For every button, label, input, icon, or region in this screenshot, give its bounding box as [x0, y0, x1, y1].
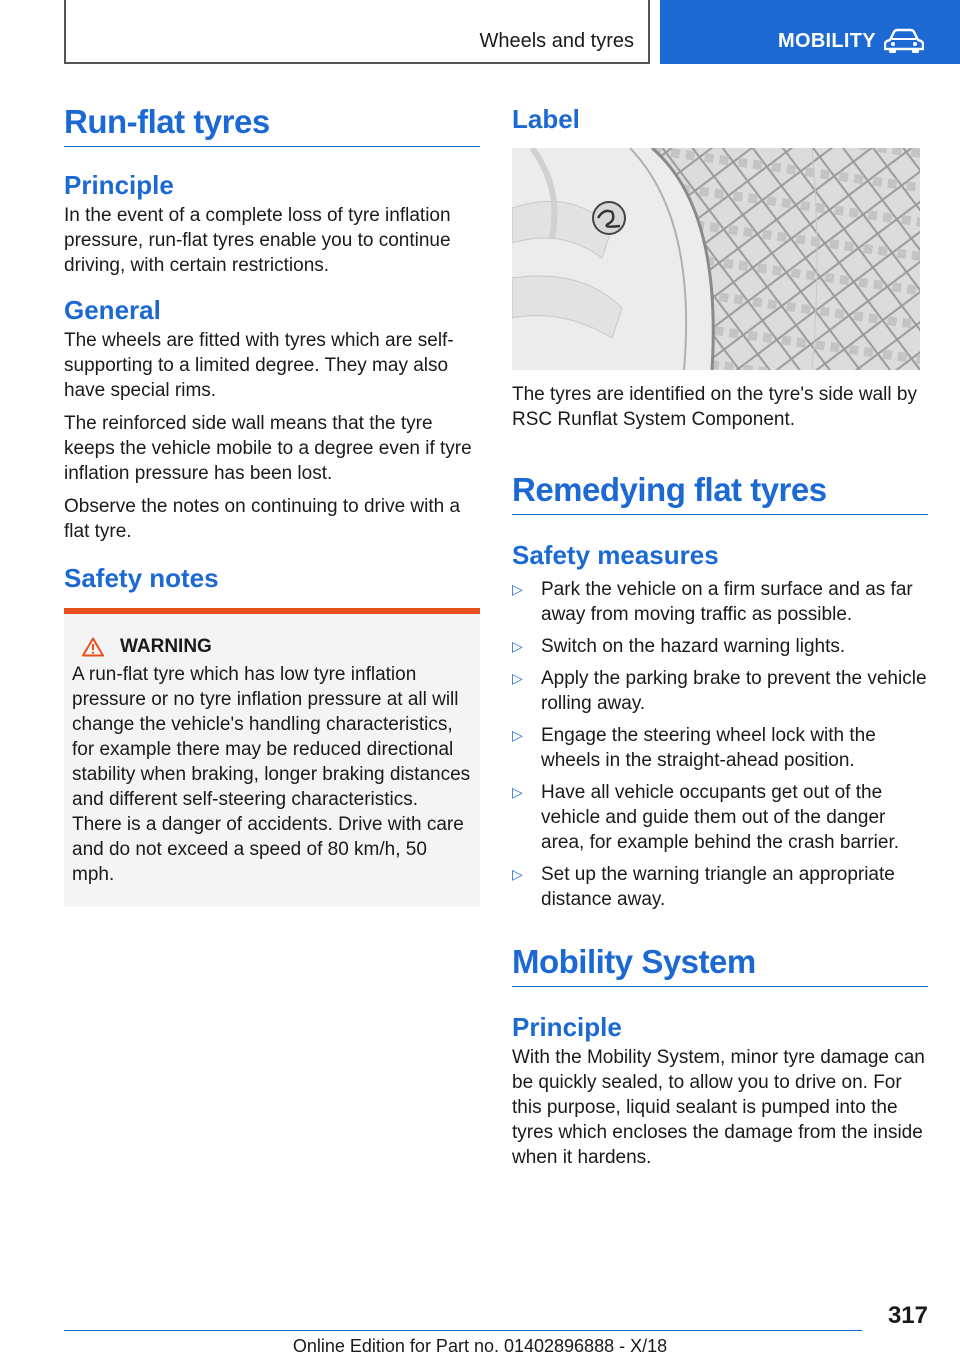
- mobility-principle-heading: Principle: [512, 1012, 622, 1042]
- header-mobility-tab[interactable]: [660, 0, 960, 64]
- list-item: ▷ Have all vehicle occupants get out of the vehicle and guide them out of the danger area, for example behind the crash barrier.: [512, 782, 900, 853]
- bullet-triangle-icon: ▷: [512, 638, 523, 654]
- label-heading: Label: [512, 104, 580, 134]
- list-item: ▷ Apply the parking brake to prevent the vehicle rolling away.: [512, 668, 927, 714]
- footer-edition: Online Edition for Part no. 01402896888 - X/18: [292, 1336, 668, 1356]
- bullet-triangle-icon: ▷: [512, 581, 523, 597]
- principle-text: In the event of a complete loss of tyre inflation pressure, run-flat tyres enable you to continue driving, with certain restrictions.: [64, 205, 451, 276]
- general-heading: General: [64, 295, 161, 325]
- tyre-sidewall-image: [512, 148, 920, 370]
- mobility-principle-text: With the Mobility System, minor tyre damage can be quickly sealed, to allow you to drive on. For this purpose, liquid sealant is pumped into the tyres which encloses the damage from the inside when it hardens.: [512, 1047, 925, 1168]
- bullet-triangle-icon: ▷: [512, 784, 523, 800]
- principle-heading: Principle: [64, 170, 174, 200]
- list-item: ▷ Engage the steering wheel lock with the wheels in the straight-ahead position.: [512, 725, 876, 771]
- header-tab-label: MOBILITY: [778, 30, 876, 52]
- safety-measures-heading: Safety measures: [512, 540, 719, 570]
- mobility-system-title: Mobility System: [512, 940, 928, 987]
- safety-notes-heading: Safety notes: [64, 563, 219, 593]
- list-item: ▷ Switch on the hazard warning lights.: [512, 636, 846, 657]
- bullet-triangle-icon: ▷: [512, 670, 523, 686]
- right-column: [512, 100, 928, 1170]
- general-paragraph-2: The reinforced side wall means that the tyre keeps the vehicle mobile to a degree even if tyre inflation pressure has been lost.: [64, 413, 472, 484]
- warning-triangle-icon: [82, 637, 104, 657]
- general-paragraph-3: Observe the notes on continuing to drive with a flat tyre.: [64, 496, 461, 542]
- remedying-title: Remedying flat tyres: [512, 468, 928, 515]
- bullet-triangle-icon: ▷: [512, 727, 523, 743]
- warning-title-row: [72, 636, 472, 658]
- car-icon: [884, 28, 924, 54]
- page-number: 317: [887, 1302, 928, 1329]
- bullet-triangle-icon: ▷: [512, 866, 523, 882]
- label-caption: The tyres are identified on the tyre's side wall by RSC Runflat System Component.: [512, 384, 917, 430]
- left-column: [64, 100, 480, 907]
- run-flat-title: Run-flat tyres: [64, 100, 480, 147]
- safety-measures-list: [512, 577, 928, 912]
- warning-text: A run-flat tyre which has low tyre inflation pressure or no tyre inflation pressure at all will change the vehicle's handling characteristics, for example there may be reduced directional stability when braking, longer braking distances and different self-steering characteristics. There is a danger of accidents. Drive with care and do not exceed a speed of 80 km/h, 50 mph.: [72, 664, 471, 885]
- footer-divider: [64, 1330, 862, 1331]
- warning-box: [64, 608, 480, 907]
- list-item: ▷ Park the vehicle on a firm surface and as far away from moving traffic as possible.: [512, 579, 913, 625]
- general-paragraph-1: The wheels are fitted with tyres which are self-supporting to a limited degree. They may also have special rims.: [64, 330, 454, 401]
- warning-title: WARNING: [120, 636, 212, 657]
- header-section-title: Wheels and tyres: [479, 30, 634, 52]
- list-item: ▷ Set up the warning triangle an appropriate distance away.: [512, 864, 895, 910]
- header-section-box: [64, 0, 650, 64]
